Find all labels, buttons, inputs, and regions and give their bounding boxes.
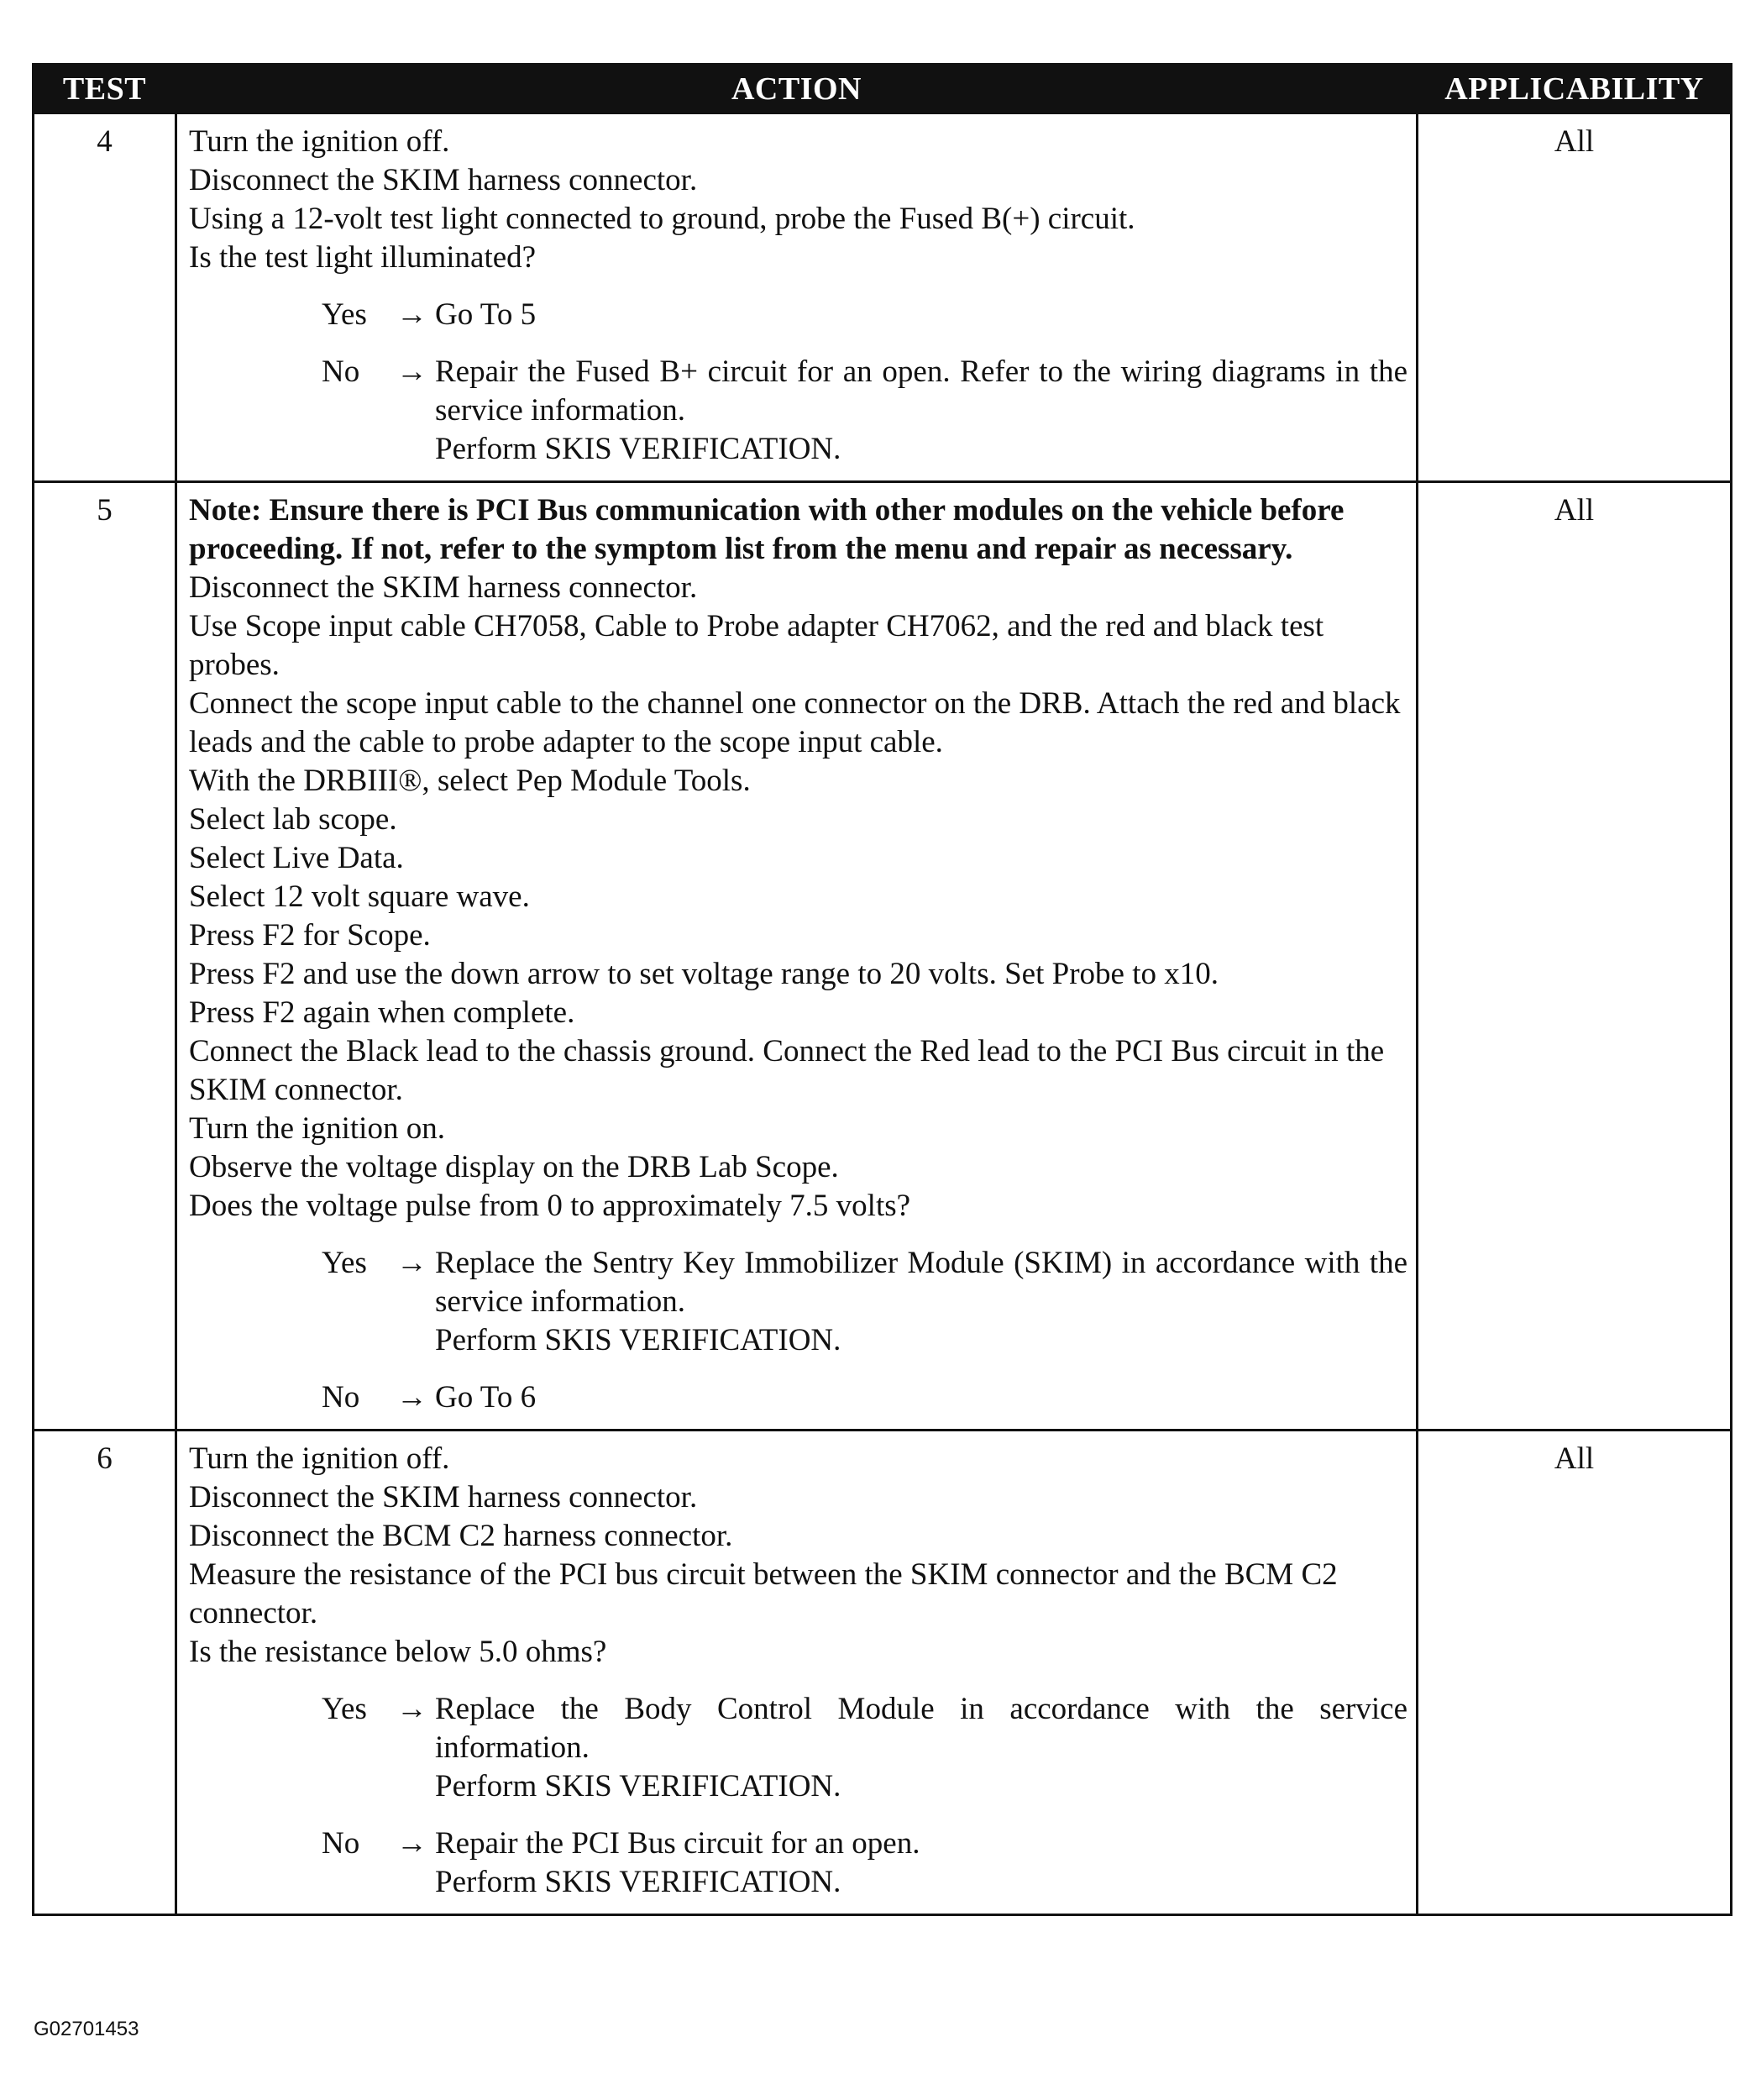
no-label: No — [322, 354, 360, 389]
test-number: 6 — [34, 1431, 176, 1915]
yes-branch — [322, 1244, 1407, 1360]
action-step: With the DRBIII®, select Pep Module Tools. — [189, 764, 751, 798]
result-line: Perform SKIS VERIFICATION. — [435, 1769, 841, 1803]
action-step: Select lab scope. — [189, 802, 397, 837]
no-result — [435, 1378, 1407, 1417]
right-arrow-icon: → — [396, 354, 427, 389]
right-arrow-icon: → — [396, 1380, 427, 1415]
action-step: Disconnect the SKIM harness connector. — [189, 570, 698, 605]
action-step: Select 12 volt square wave. — [189, 879, 530, 914]
no-branch — [322, 1824, 1407, 1902]
result-line: Repair the Fused B+ circuit for an open. Refer to the wiring diagrams in the service information. — [435, 354, 1407, 428]
applicability-value: All — [1418, 482, 1732, 1431]
result-line: Perform SKIS VERIFICATION. — [435, 1865, 841, 1899]
action-step: Press F2 and use the down arrow to set voltage range to 20 volts. Set Probe to x10. — [189, 957, 1219, 991]
no-branch — [322, 1378, 1407, 1417]
action-cell — [176, 113, 1418, 482]
no-label: No — [322, 1380, 360, 1415]
diagnostic-page — [32, 63, 1730, 1916]
no-result — [435, 353, 1407, 469]
action-step: Press F2 again when complete. — [189, 995, 575, 1030]
no-result — [435, 1824, 1407, 1902]
no-label: No — [322, 1826, 360, 1861]
action-step: Turn the ignition off. — [189, 1441, 450, 1476]
action-step: Is the resistance below 5.0 ohms? — [189, 1635, 607, 1669]
action-cell — [176, 482, 1418, 1431]
applicability-value: All — [1418, 113, 1732, 482]
right-arrow-icon: → — [396, 297, 427, 332]
table-row — [34, 113, 1732, 482]
action-step: Using a 12-volt test light connected to ground, probe the Fused B(+) circuit. — [189, 202, 1135, 236]
header-action: ACTION — [176, 65, 1418, 113]
right-arrow-icon: → — [396, 1692, 427, 1726]
action-step: Use Scope input cable CH7058, Cable to Probe adapter CH7062, and the red and black test probes. — [189, 609, 1324, 682]
result-line: Go To 6 — [435, 1380, 537, 1415]
no-branch — [322, 353, 1407, 469]
result-line: Replace the Body Control Module in accordance with the service information. — [435, 1692, 1407, 1765]
action-step: Disconnect the BCM C2 harness connector. — [189, 1519, 733, 1553]
test-number: 4 — [34, 113, 176, 482]
action-step: Connect the Black lead to the chassis ground. Connect the Red lead to the PCI Bus circuit in the SKIM connector. — [189, 1034, 1385, 1107]
action-step: Press F2 for Scope. — [189, 918, 431, 953]
right-arrow-icon: → — [396, 1826, 427, 1861]
test-number: 5 — [34, 482, 176, 1431]
result-line: Perform SKIS VERIFICATION. — [435, 1323, 841, 1357]
action-step: Disconnect the SKIM harness connector. — [189, 163, 698, 197]
action-step: Is the test light illuminated? — [189, 240, 537, 275]
header-test: TEST — [34, 65, 176, 113]
yes-result — [435, 1690, 1407, 1806]
action-step: Turn the ignition off. — [189, 124, 450, 159]
yes-branch — [322, 1690, 1407, 1806]
yes-result — [435, 1244, 1407, 1360]
action-step: Observe the voltage display on the DRB Lab Scope. — [189, 1150, 839, 1184]
header-applicability: APPLICABILITY — [1418, 65, 1732, 113]
action-step: Connect the scope input cable to the channel one connector on the DRB. Attach the red and black leads and the cable to probe adapter to the scope input cable. — [189, 686, 1401, 759]
table-header-row — [34, 65, 1732, 113]
action-cell — [176, 1431, 1418, 1915]
note-text: Note: Ensure there is PCI Bus communication with other modules on the vehicle before proceeding. If not, refer to the symptom list from the menu and repair as necessary. — [189, 493, 1345, 566]
yes-label: Yes — [322, 1246, 367, 1280]
yes-branch — [322, 296, 1407, 334]
yes-result — [435, 296, 1407, 334]
table-row — [34, 482, 1732, 1431]
table-body — [34, 113, 1732, 1915]
action-step: Turn the ignition on. — [189, 1111, 445, 1146]
result-line: Go To 5 — [435, 297, 537, 332]
yes-label: Yes — [322, 1692, 367, 1726]
right-arrow-icon: → — [396, 1246, 427, 1280]
yes-label: Yes — [322, 297, 367, 332]
figure-id: G02701453 — [34, 2018, 139, 2040]
result-line: Perform SKIS VERIFICATION. — [435, 432, 841, 466]
action-step: Disconnect the SKIM harness connector. — [189, 1480, 698, 1515]
action-step: Select Live Data. — [189, 841, 404, 875]
result-line: Repair the PCI Bus circuit for an open. — [435, 1826, 920, 1861]
applicability-value: All — [1418, 1431, 1732, 1915]
result-line: Replace the Sentry Key Immobilizer Module (SKIM) in accordance with the service information. — [435, 1246, 1407, 1319]
action-step: Does the voltage pulse from 0 to approximately 7.5 volts? — [189, 1189, 911, 1223]
action-step: Measure the resistance of the PCI bus circuit between the SKIM connector and the BCM C2 connector. — [189, 1557, 1338, 1630]
table-row — [34, 1431, 1732, 1915]
diagnostic-test-table — [32, 63, 1732, 1916]
